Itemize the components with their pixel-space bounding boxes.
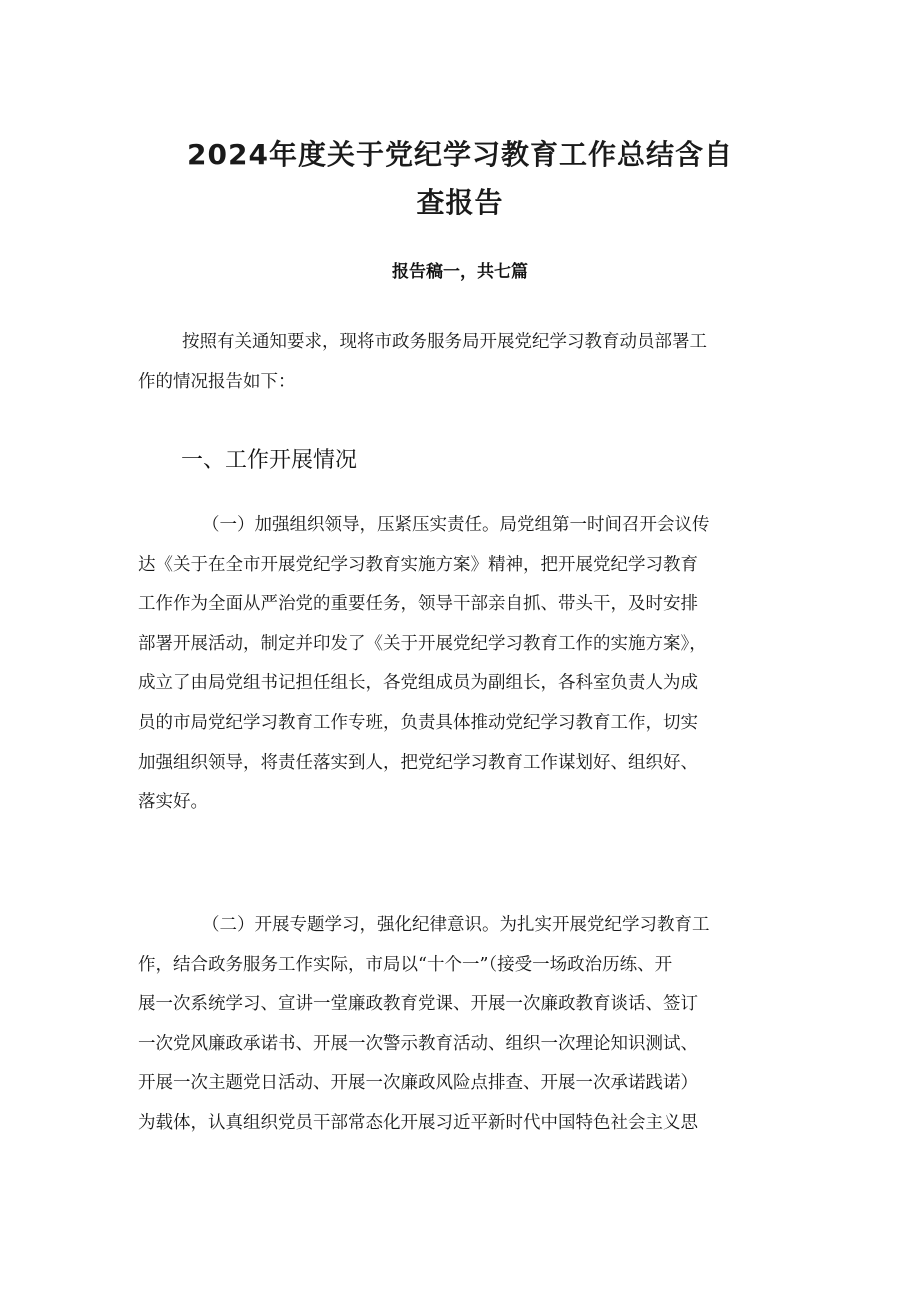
document-title-line-2: 查报告 (416, 185, 504, 219)
paragraph-line: 部署开展活动，制定并印发了《关于开展党纪学习教育工作的实施方案》， (138, 633, 707, 654)
section-heading: 一、工作开展情况 (181, 448, 358, 473)
paragraph-line: 为载体，认真组织党员干部常态化开展习近平新时代中国特色社会主义思 (138, 1112, 698, 1133)
intro-paragraph (138, 323, 790, 402)
paragraph-special-study (138, 906, 790, 1144)
paragraph-line: 成立了由局党组书记担任组长，各党组成员为副组长，各科室负责人为成 (138, 673, 698, 694)
paragraph-line: 员的市局党纪学习教育工作专班，负责具体推动党纪学习教育工作，切实 (138, 712, 698, 733)
paragraph-line: 展一次系统学习、宣讲一堂廉政教育党课、开展一次廉政教育谈话、签订 (138, 994, 698, 1015)
paragraph-organization-leadership (138, 506, 790, 823)
paragraph-line: （二）开展专题学习，强化纪律意识。为扎实开展党纪学习教育工 (202, 915, 710, 935)
paragraph-line: 落实好。 (138, 792, 208, 813)
paragraph-line: 加强组织领导，将责任落实到人，把党纪学习教育工作谋划好、组织好、 (138, 752, 698, 773)
paragraph-line: 作，结合政务服务工作实际，市局以“十个一”（接受一场政治历练、开 (138, 954, 673, 975)
document-title (140, 131, 780, 227)
paragraph-line: 达《关于在全市开展党纪学习教育实施方案》精神，把开展党纪学习教育 (138, 554, 698, 575)
document-subtitle: 报告稿一，共七篇 (392, 262, 528, 282)
intro-line: 作的情况报告如下： (138, 371, 296, 392)
paragraph-line: （一）加强组织领导，压紧压实责任。局党组第一时间召开会议传 (202, 515, 710, 535)
paragraph-line: 工作作为全面从严治党的重要任务，领导干部亲自抓、带头干，及时安排 (138, 594, 698, 615)
paragraph-line: 一次党风廉政承诺书、开展一次警示教育活动、组织一次理论知识测试、 (138, 1033, 698, 1054)
paragraph-line: 开展一次主题党日活动、开展一次廉政风险点排查、开展一次承诺践诺） (138, 1073, 698, 1094)
intro-line: 按照有关通知要求，现将市政务服务局开展党纪学习教育动员部署工 (182, 332, 707, 352)
document-title-line-1: 2024年度关于党纪学习教育工作总结含自 (187, 137, 733, 171)
